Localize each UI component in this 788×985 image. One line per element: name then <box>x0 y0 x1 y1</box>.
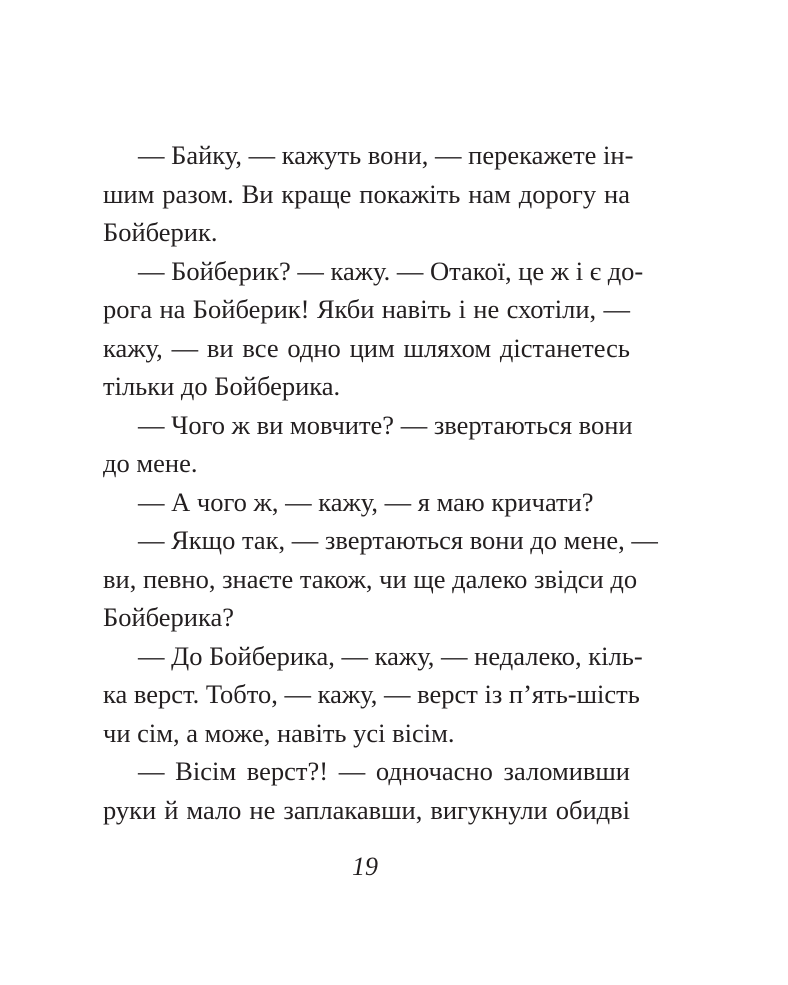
text-line-2: шим разом. Ви краще покажіть нам дорогу на <box>103 178 630 209</box>
text-line-3: Бойберик. <box>103 217 218 247</box>
text-line-5: рога на Бойберик! Якби навіть і не схотіли, — <box>103 294 630 324</box>
text-line-4: — Бойберик? — кажу. — Отакої, це ж і є до- <box>138 255 644 286</box>
text-line-13: Бойберика? <box>103 602 234 632</box>
text-line-7: тільки до Бойберика. <box>103 371 341 401</box>
text-line-14: — До Бойберика, — кажу, — недалеко, кіль- <box>138 640 643 671</box>
text-line-15: ка верст. Тобто, — кажу, — верст із п’ять-шість <box>103 679 640 709</box>
text-line-1: — Байку, — кажуть вони, — перекажете ін- <box>138 140 634 170</box>
text-line-18: руки й мало не заплакавши, вигукнули обидві <box>103 794 630 825</box>
text-line-12: ви, певно, знаєте також, чи ще далеко звідси до <box>103 563 638 594</box>
text-line-17: — Вісім верст?! — одночасно заломивши <box>138 756 630 786</box>
text-line-8: — Чого ж ви мовчите? — звертаються вони <box>138 409 633 440</box>
page-number: 19 <box>352 852 378 881</box>
body-text <box>103 136 658 829</box>
text-line-9: до мене. <box>103 448 198 478</box>
text-line-16: чи сім, а може, навіть усі вісім. <box>103 717 455 748</box>
text-line-11: — Якщо так, — звертаються вони до мене, — <box>138 525 658 555</box>
text-line-6: кажу, — ви все одно цим шляхом дістанетесь <box>103 332 630 363</box>
text-line-10: — А чого ж, — кажу, — я маю кричати? <box>138 486 594 517</box>
